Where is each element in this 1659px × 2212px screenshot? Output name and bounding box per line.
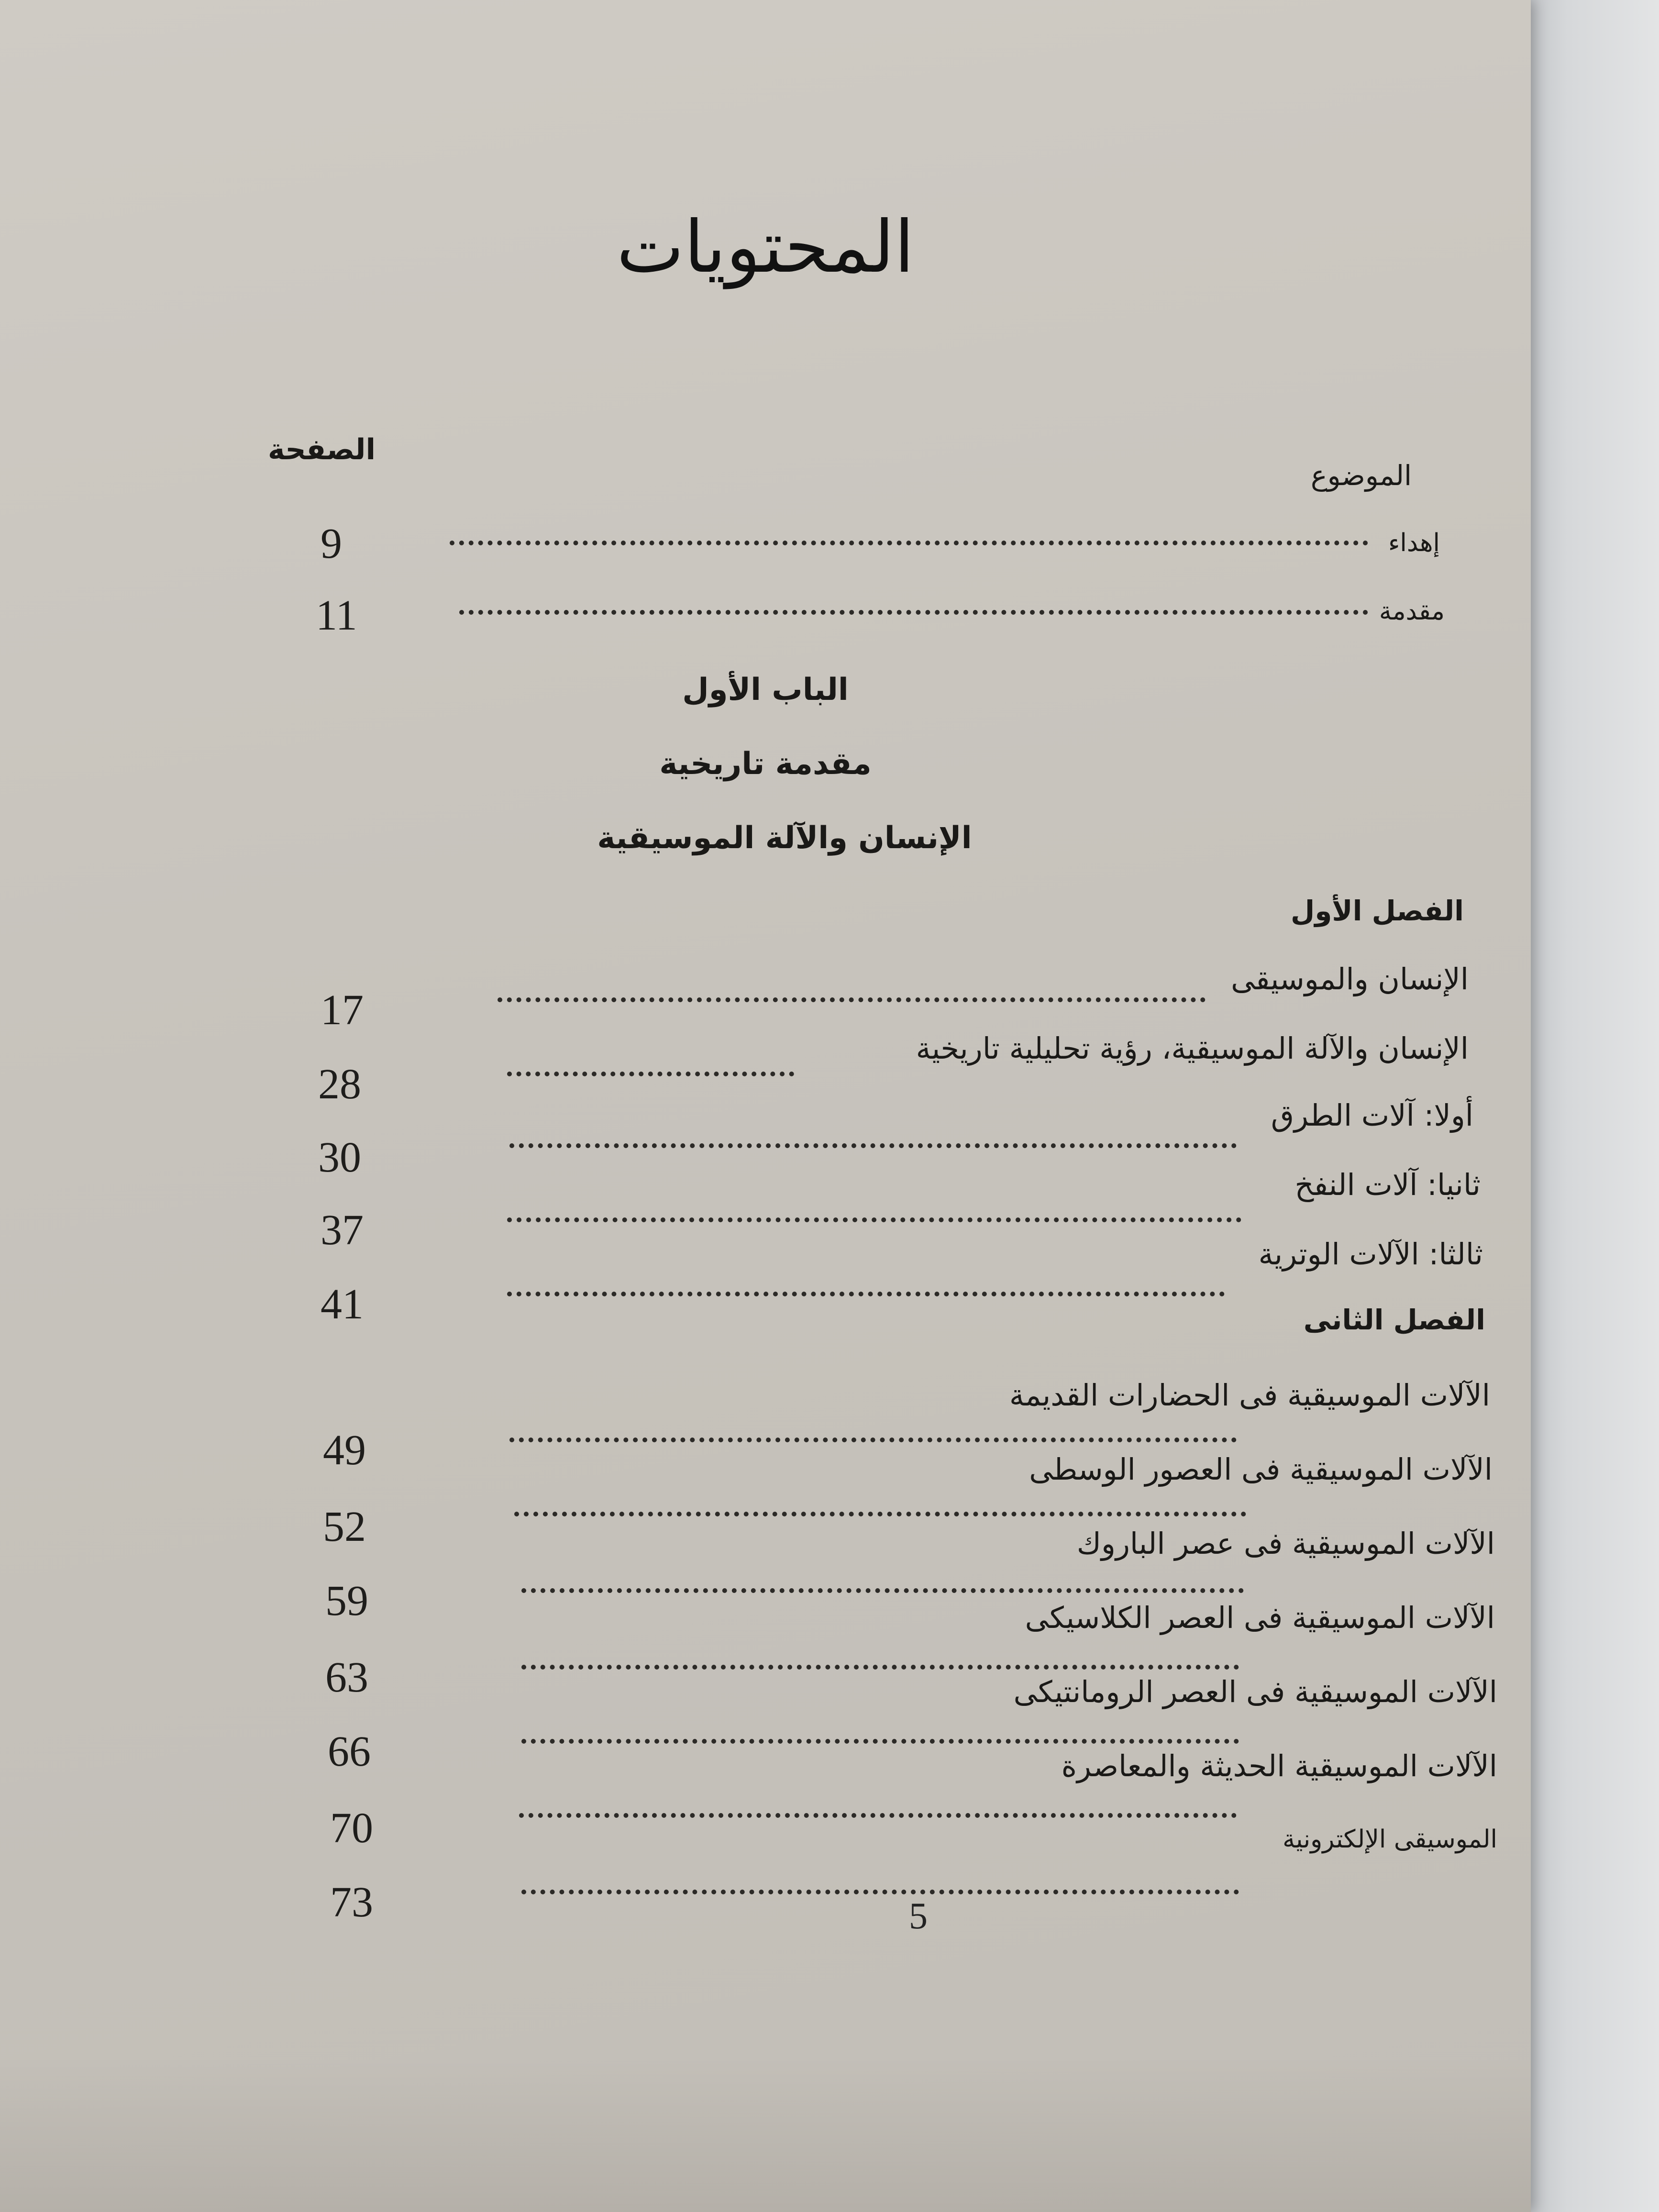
part-subtitle: مقدمة تاريخية (659, 746, 872, 782)
toc-entry-page: 70 (330, 1804, 373, 1852)
toc-entry-title: الآلات الموسيقية فى عصر الباروك (1076, 1526, 1495, 1561)
toc-entry-page: 52 (323, 1503, 366, 1550)
dot-leader (459, 610, 1368, 615)
toc-entry-title: الإنسان والموسيقى (1231, 962, 1469, 996)
toc-entry-title: الآلات الموسيقية فى العصر الكلاسيكى (1025, 1600, 1495, 1635)
toc-entry-page: 63 (325, 1654, 368, 1701)
toc-entry-title: أولا: آلات الطرق (1271, 1098, 1473, 1133)
toc-entry-page: 30 (318, 1134, 361, 1181)
dot-leader (521, 1739, 1239, 1744)
dot-leader (498, 997, 1206, 1002)
dot-leader (507, 1217, 1241, 1222)
toc-entry-page: 49 (323, 1427, 366, 1474)
toc-entry-page: 73 (330, 1879, 373, 1926)
toc-entry-title: مقدمة (1379, 597, 1445, 626)
toc-entry-page: 37 (321, 1206, 364, 1254)
dot-leader (521, 1665, 1239, 1670)
dot-leader (509, 1143, 1237, 1148)
dot-leader (514, 1512, 1246, 1516)
toc-entry-title: ثالثا: الآلات الوترية (1258, 1237, 1483, 1272)
toc-entry-page: 41 (321, 1281, 364, 1328)
toc-entry-page: 17 (321, 986, 364, 1034)
chapter-heading: الفصل الثانى (1303, 1304, 1485, 1336)
part-label: الباب الأول (682, 672, 849, 708)
toc-entry-title: الموسيقى الإلكترونية (1283, 1825, 1497, 1854)
dot-leader (521, 1588, 1244, 1593)
page-shading (0, 2057, 1531, 2212)
toc-entry-title: الآلات الموسيقية فى العصور الوسطى (1029, 1452, 1493, 1487)
part-theme: الإنسان والآلة الموسيقية (597, 820, 972, 856)
page-title: المحتويات (616, 206, 915, 289)
toc-entry-title: ثانيا: آلات النفخ (1294, 1167, 1481, 1202)
toc-entry-page: 59 (325, 1577, 368, 1625)
dot-leader (509, 1438, 1237, 1442)
topic-column-header: الموضوع (1311, 459, 1412, 492)
dot-leader (521, 1890, 1239, 1894)
dot-leader (507, 1292, 1225, 1296)
toc-entry-page: 9 (321, 520, 342, 567)
toc-entry-page: 28 (318, 1061, 361, 1108)
chapter-heading: الفصل الأول (1291, 895, 1464, 927)
toc-entry-title: إهداء (1388, 529, 1440, 557)
page-number: 5 (909, 1895, 928, 1936)
dot-leader (450, 541, 1368, 545)
dot-leader (507, 1072, 794, 1076)
toc-entry-page: 11 (316, 592, 357, 639)
dot-leader (519, 1813, 1237, 1818)
toc-entry-title: الآلات الموسيقية فى العصر الرومانتيكى (1013, 1674, 1497, 1709)
toc-entry-title: الآلات الموسيقية الحديثة والمعاصرة (1061, 1748, 1497, 1783)
toc-entry-page: 66 (328, 1728, 371, 1775)
toc-entry-title: الآلات الموسيقية فى الحضارات القديمة (1009, 1378, 1490, 1413)
toc-entry-title: الإنسان والآلة الموسيقية، رؤية تحليلية تاريخية (916, 1031, 1469, 1066)
page-column-header: الصفحة (268, 433, 376, 466)
